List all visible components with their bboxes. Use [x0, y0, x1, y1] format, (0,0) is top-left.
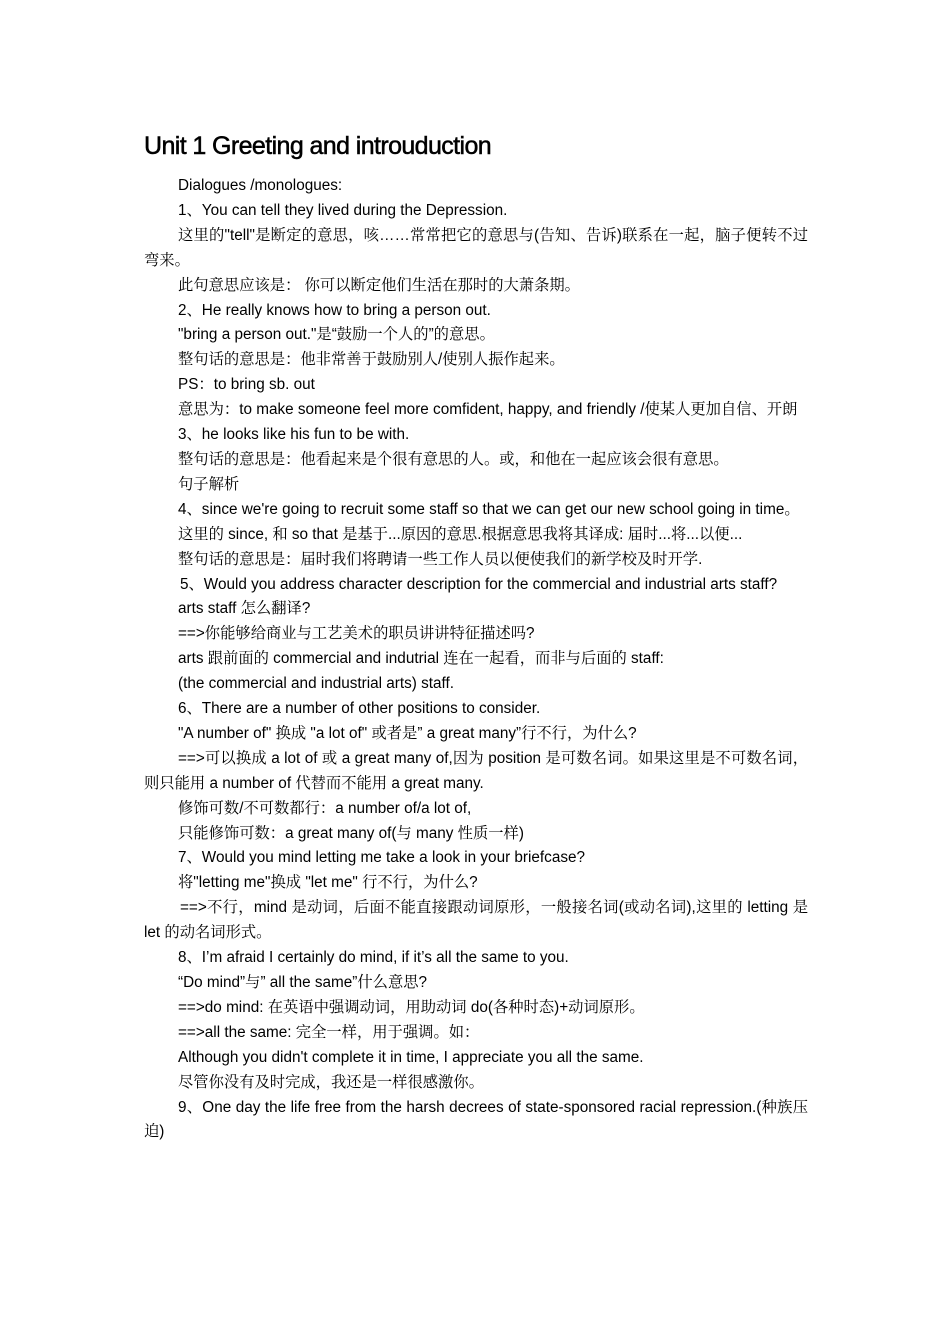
paragraph-explanation: arts 跟前面的 commercial and indutrial 连在一起看，而非与后面的 staff: [178, 650, 664, 668]
paragraph-explanation: 意思为：to make someone feel more comfident, happy, and friendly /使某人更加自信、开朗 [178, 401, 798, 419]
paragraph-translation: 尽管你没有及时完成，我还是一样很感激你。 [178, 1073, 484, 1091]
paragraph-translation: 此句意思应该是： 你可以断定他们生活在那时的大萧条期。 [178, 276, 580, 294]
paragraph-answer: ==>do mind: 在英语中强调动词，用助动词 do(各种时态)+动词原形。 [178, 998, 645, 1016]
paragraph-item-1: 1、You can tell they lived during the Depression. [178, 201, 508, 219]
paragraph-answer: ==>你能够给商业与工艺美术的职员讲讲特征描述吗? [178, 625, 535, 643]
paragraph-answer: ==>all the same: 完全一样，用于强调。如： [178, 1023, 480, 1041]
paragraph-explanation: "bring a person out."是“鼓励一个人的”的意思。 [178, 326, 495, 344]
paragraph-explanation: 只能修饰可数：a great many of(与 many 性质一样) [178, 824, 524, 842]
paragraph-explanation: 这里的"tell"是断定的意思，咳……常常把它的意思与(告知、告诉)联系在一起，脑子便转不过弯来。 [144, 226, 808, 269]
paragraph-question: "A number of" 换成 "a lot of" 或者是” a great many”行不行，为什么? [178, 724, 637, 742]
paragraph-item-5: 5、Would you address character description for the commercial and industrial arts staff? [180, 575, 778, 593]
paragraph-explanation: (the commercial and industrial arts) staff. [178, 675, 455, 693]
paragraph-item-4: 4、since we're going to recruit some staff so that we can get our new school going in time。 [178, 500, 800, 518]
paragraph-translation: 整句话的意思是：他看起来是个很有意思的人。或，和他在一起应该会很有意思。 [178, 450, 729, 468]
paragraph-translation: 整句话的意思是：届时我们将聘请一些工作人员以便使我们的新学校及时开学. [178, 550, 703, 568]
paragraph-item-8: 8、I’m afraid I certainly do mind, if it’s all the same to you. [178, 949, 569, 967]
paragraph-translation: 整句话的意思是：他非常善于鼓励别人/使别人振作起来。 [178, 351, 565, 369]
paragraph-answer: ==>可以换成 a lot of 或 a great many of,因为 position 是可数名词。如果这里是不可数名词，则只能用 a number of 代替而不能用 a great many. [144, 749, 808, 792]
paragraph-section-label: Dialogues /monologues: [178, 177, 343, 194]
paragraph-explanation: 这里的 since, 和 so that 是基于...原因的意思.根据意思我将其译成: 届时...将...以便... [178, 525, 743, 543]
paragraph-question: arts staff 怎么翻译? [178, 600, 311, 618]
paragraph-note: PS：to bring sb. out [178, 376, 315, 394]
paragraph-item-9: 9、One day the life free from the harsh decrees of state-sponsored racial repression.(种族压迫) [144, 1098, 808, 1141]
paragraph-item-3: 3、he looks like his fun to be with. [178, 426, 410, 444]
paragraph-answer: ==>不行，mind 是动词，后面不能直接跟动词原形，一般接名词(或动名词),这里的 letting 是 let 的动名词形式。 [144, 899, 808, 942]
page-title: Unit 1 Greeting and introuduction [144, 132, 492, 160]
document-body [144, 174, 808, 1145]
paragraph-example: Although you didn't complete it in time, I appreciate you all the same. [178, 1048, 644, 1066]
paragraph-question: “Do mind”与” all the same”什么意思? [178, 974, 428, 991]
paragraph-question: 将"letting me"换成 "let me" 行不行，为什么? [178, 874, 478, 892]
paragraph-item-6: 6、There are a number of other positions to consider. [178, 700, 541, 718]
paragraph-note: 句子解析 [178, 475, 240, 493]
paragraph-item-7: 7、Would you mind letting me take a look in your briefcase? [178, 849, 585, 867]
paragraph-explanation: 修饰可数/不可数都行：a number of/a lot of, [178, 799, 472, 817]
paragraph-item-2: 2、He really knows how to bring a person out. [178, 301, 491, 319]
